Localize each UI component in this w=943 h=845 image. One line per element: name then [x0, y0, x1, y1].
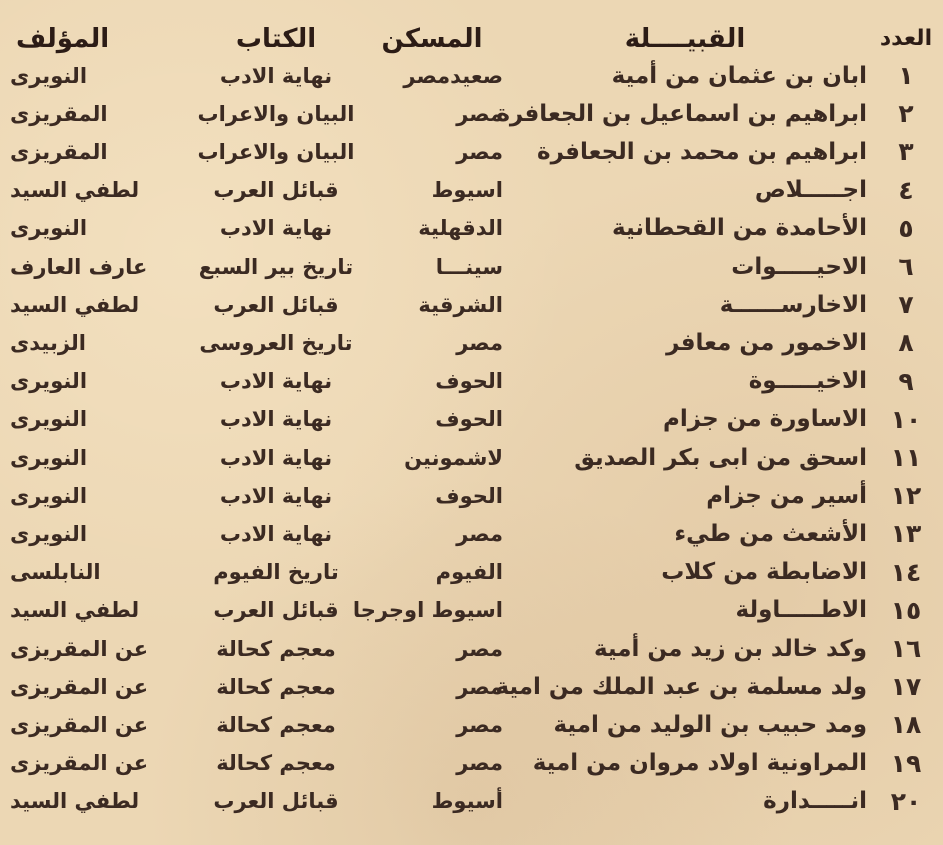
row-tribe: اجـــــلاص: [754, 177, 867, 204]
row-author: النويرى: [10, 216, 88, 241]
row-author: لطفي السيد: [10, 789, 140, 814]
table-row: [6, 401, 937, 438]
row-tribe: اسحق من ابى بكر الصديق: [574, 444, 867, 471]
row-tribe: الاخيـــــوة: [748, 368, 867, 395]
row-dwelling: الحوف: [435, 369, 503, 394]
table-row: [6, 630, 937, 667]
row-dwelling: أسيوط: [431, 789, 503, 814]
table-row: [6, 554, 937, 591]
row-number: ١٧: [890, 672, 922, 702]
row-number: ١٢: [890, 481, 922, 511]
row-number: ١٤: [890, 557, 922, 587]
row-author: النويرى: [10, 483, 88, 508]
row-number: ٢: [898, 99, 914, 129]
row-tribe: ابان بن عثمان من أمية: [611, 62, 867, 89]
header-dwelling: المسكن: [381, 23, 483, 54]
row-book: قبائل العرب: [213, 598, 339, 623]
row-book: معجم كحالة: [216, 674, 336, 699]
row-author: لطفي السيد: [10, 598, 140, 623]
row-number: ٢٠: [890, 786, 922, 816]
row-tribe: ولد مسلمة بن عبد الملك من امية: [495, 673, 867, 700]
row-tribe: الأشعث من طيء: [674, 520, 867, 547]
header-book: الكتاب: [235, 23, 317, 54]
row-book: البيان والاعراب: [197, 101, 355, 126]
row-author: النويرى: [10, 63, 88, 88]
table-row: [6, 248, 937, 285]
row-dwelling: مصر: [456, 712, 503, 737]
row-tribe: وكد خالد بن زيد من أمية: [593, 635, 867, 662]
row-author: المقريزى: [10, 139, 108, 164]
row-author: النويرى: [10, 369, 88, 394]
row-book: تاريخ بير السبع: [198, 254, 354, 279]
row-dwelling: مصر: [456, 101, 503, 126]
table-row: [6, 477, 937, 514]
row-number: ٧: [898, 290, 914, 320]
row-book: قبائل العرب: [213, 292, 339, 317]
row-dwelling: مصر: [456, 330, 503, 355]
row-tribe: الأحامدة من القحطانية: [612, 215, 867, 242]
row-number: ١١: [890, 443, 922, 472]
row-dwelling: الشرقية: [418, 292, 503, 317]
row-book: معجم كحالة: [216, 712, 336, 737]
row-number: ٩: [898, 366, 914, 396]
row-dwelling: مصر: [456, 521, 503, 546]
table-row: [6, 592, 937, 629]
row-tribe: المراونية اولاد مروان من امية: [532, 750, 867, 777]
row-author: عن المقريزى: [10, 751, 149, 776]
row-number: ٨: [898, 328, 914, 358]
row-author: النويرى: [10, 407, 88, 432]
table-row: [6, 745, 937, 782]
row-dwelling: الحوف: [435, 483, 503, 508]
row-dwelling: مصر: [456, 636, 503, 661]
row-book: تاريخ العروسى: [199, 330, 353, 355]
row-tribe: انـــــدارة: [763, 788, 867, 815]
table-row: [6, 210, 937, 247]
row-book: نهاية الادب: [219, 216, 333, 241]
row-tribe: أسير من جزام: [706, 482, 867, 509]
row-tribe: ابراهيم بن محمد بن الجعافرة: [537, 138, 867, 165]
row-tribe: الاخمور من معافر: [666, 329, 867, 356]
row-book: نهاية الادب: [219, 369, 333, 394]
table-row: [6, 439, 937, 476]
row-dwelling: سينـــا: [435, 254, 503, 279]
row-dwelling: اسيوط اوجرجا: [352, 598, 503, 623]
table-row: [6, 668, 937, 705]
row-author: لطفي السيد: [10, 292, 140, 317]
row-number: ١: [898, 61, 914, 90]
table-row: [6, 363, 937, 400]
row-tribe: الاخارســــــة: [719, 291, 867, 318]
row-author: النويرى: [10, 521, 88, 546]
table-row: [6, 783, 937, 820]
table-row: [6, 133, 937, 170]
table-row: [6, 706, 937, 743]
row-book: قبائل العرب: [213, 178, 339, 203]
header-tribe: القبيــــلة: [624, 23, 746, 54]
row-number: ١٣: [890, 519, 922, 549]
row-dwelling: الفيوم: [435, 560, 503, 585]
row-number: ١٠: [890, 404, 922, 434]
row-author: الزبيدى: [10, 330, 86, 355]
row-number: ١٥: [890, 595, 922, 625]
row-number: ٣: [898, 137, 914, 167]
row-dwelling: مصر: [456, 674, 503, 699]
row-dwelling: الدقهلية: [418, 216, 503, 241]
row-author: النابلسى: [10, 560, 101, 585]
row-book: البيان والاعراب: [197, 139, 355, 164]
row-author: عن المقريزى: [10, 636, 149, 661]
table-header: [6, 20, 937, 57]
row-number: ١٨: [890, 710, 922, 740]
row-dwelling: الحوف: [435, 407, 503, 432]
row-author: عن المقريزى: [10, 712, 149, 737]
table-row: [6, 57, 937, 94]
row-author: المقريزى: [10, 101, 108, 126]
row-number: ٥: [898, 213, 914, 243]
row-tribe: الاحيـــــوات: [731, 253, 867, 280]
row-tribe: الاضابطة من كلاب: [661, 559, 867, 586]
row-book: قبائل العرب: [213, 789, 339, 814]
row-tribe: ومد حبيب بن الوليد من امية: [553, 711, 867, 738]
row-number: ١٦: [890, 634, 922, 663]
row-book: معجم كحالة: [216, 636, 336, 661]
row-dwelling: لاشمونين: [404, 445, 503, 470]
table-row: [6, 286, 937, 323]
row-number: ١٩: [890, 748, 922, 778]
row-author: عن المقريزى: [10, 674, 149, 699]
row-dwelling: اسيوط: [431, 178, 503, 203]
row-book: تاريخ الفيوم: [213, 560, 339, 585]
table-row: [6, 324, 937, 361]
header-author: المؤلف: [16, 23, 110, 54]
table-row: [6, 515, 937, 552]
row-book: معجم كحالة: [216, 751, 336, 776]
row-dwelling: مصر: [456, 139, 503, 164]
row-number: ٤: [898, 175, 914, 205]
row-book: نهاية الادب: [219, 521, 333, 546]
row-tribe: الاساورة من جزام: [663, 406, 867, 433]
row-book: نهاية الادب: [219, 407, 333, 432]
row-author: لطفي السيد: [10, 178, 140, 203]
table-row: [6, 95, 937, 132]
row-author: النويرى: [10, 445, 88, 470]
row-book: نهاية الادب: [219, 483, 333, 508]
row-dwelling: صعيدمصر: [403, 63, 503, 88]
row-book: نهاية الادب: [219, 63, 333, 88]
table-row: [6, 172, 937, 209]
row-dwelling: مصر: [456, 751, 503, 776]
row-tribe: الاطـــــاولة: [735, 597, 867, 624]
row-book: نهاية الادب: [219, 445, 333, 470]
row-author: عارف العارف: [10, 254, 148, 279]
row-number: ٦: [898, 252, 914, 281]
row-tribe: ابراهيم بن اسماعيل بن الجعافرة: [496, 100, 867, 127]
header-number: العدد: [879, 26, 933, 51]
